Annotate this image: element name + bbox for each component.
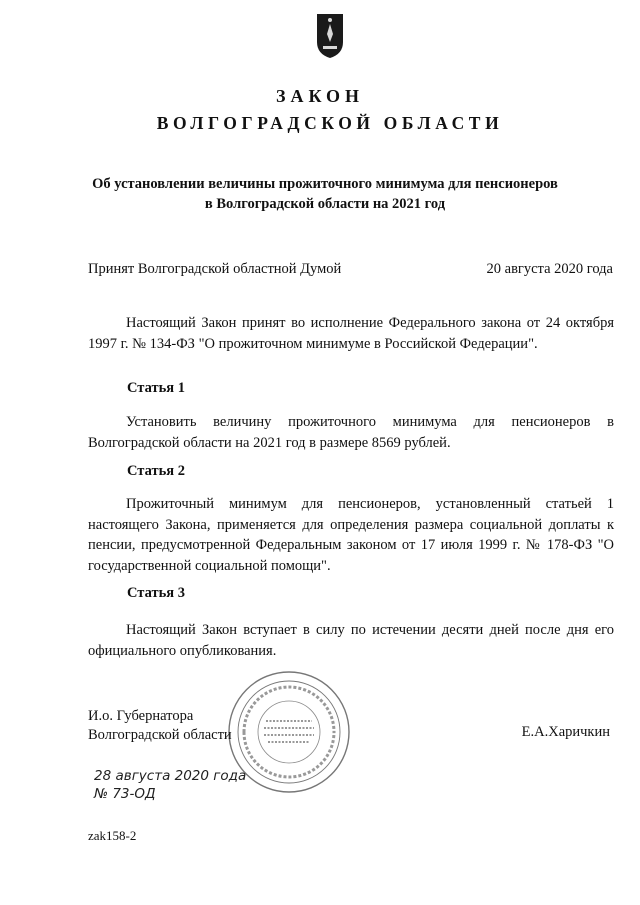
adopted-date: 20 августа 2020 года	[486, 261, 613, 277]
law-subtitle	[70, 174, 580, 214]
signatory-name: Е.А.Харичкин	[521, 724, 610, 740]
law-number: № 73-ОД	[94, 786, 156, 802]
subtitle-line-1: Об установлении величины прожиточного минимума для пенсионеров	[92, 176, 558, 192]
law-header: ЗАКОН	[275, 86, 365, 106]
region-header: ВОЛГОГРАДСКОЙ ОБЛАСТИ	[156, 113, 504, 133]
article-3-text: Настоящий Закон вступает в силу по истечении десяти дней после дня его официального опубликования.	[88, 622, 614, 659]
document-code: zak158-2	[88, 828, 137, 843]
article-1-heading: Статья 1	[127, 380, 185, 396]
article-2-heading: Статья 2	[127, 463, 185, 479]
intro-paragraph: Настоящий Закон принят во исполнение Федерального закона от 24 октября 1997 г. № 134-ФЗ "О прожиточном минимуме в Российской Федерации".	[88, 315, 614, 352]
signatory-title-line-1: И.о. Губернатора	[88, 708, 194, 724]
article-3-heading: Статья 3	[127, 585, 185, 601]
article-2-text: Прожиточный минимум для пенсионеров, установленный статьей 1 настоящего Закона, применяется для определения размера социальной доплаты к пенсии, предусмотренной Федеральным законом от 17 июля 1999 г. № 178-ФЗ "О государственной социальной помощи".	[88, 496, 614, 574]
signatory-title-line-2: Волгоградской области	[88, 727, 232, 743]
signing-date: 28 августа 2020 года	[94, 768, 247, 784]
coat-of-arms-icon	[315, 12, 345, 60]
adopted-by: Принят Волгоградской областной Думой	[88, 261, 342, 277]
article-1-text: Установить величину прожиточного минимума для пенсионеров в Волгоградской области на 2021 год в размере 8569 рублей.	[88, 414, 614, 451]
subtitle-line-2: в Волгоградской области на 2021 год	[204, 196, 446, 212]
